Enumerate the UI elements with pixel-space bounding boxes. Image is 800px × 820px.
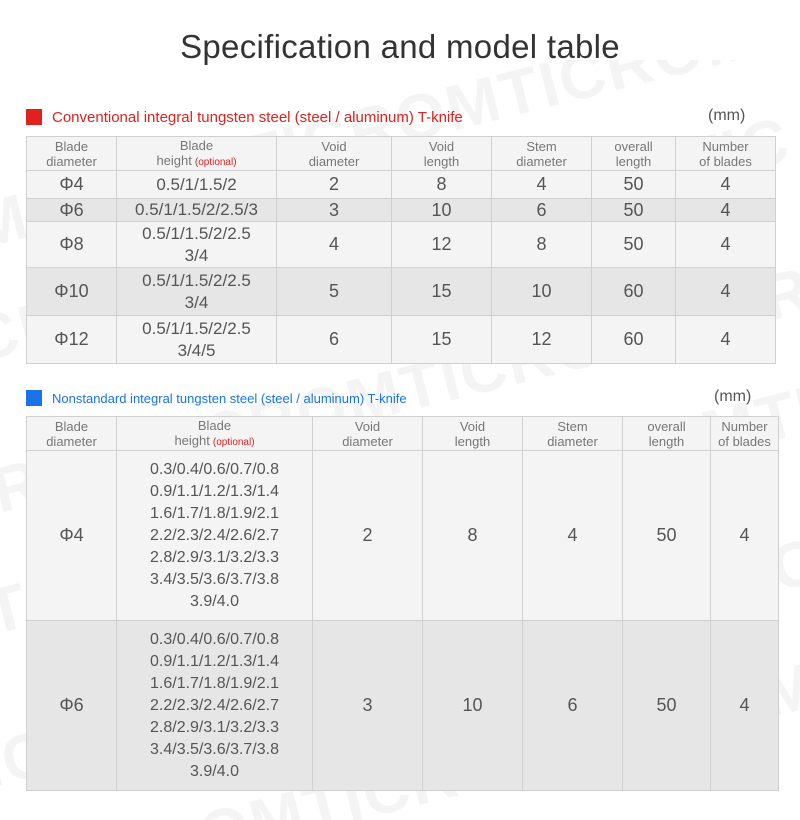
conventional-spec-table: [26, 136, 776, 364]
blade-height-value: 3/4: [184, 292, 209, 312]
void-length-cell: 12: [392, 222, 492, 268]
blade-height-cell: [117, 268, 277, 316]
header-void-length: Void length: [392, 137, 492, 171]
blades-cell: 4: [676, 171, 776, 199]
stem-diameter-cell: 8: [492, 222, 592, 268]
blade-height-value: 2.2/2.3/2.4/2.6/2.7: [150, 526, 279, 544]
void-diameter-cell: 3: [277, 199, 392, 222]
blue-square-icon: [26, 390, 42, 406]
void-length-cell: 15: [392, 268, 492, 316]
void-diameter-cell: 2: [313, 451, 423, 621]
blades-cell: 4: [676, 268, 776, 316]
void-length-cell: 8: [392, 171, 492, 199]
overall-length-cell: 50: [592, 222, 676, 268]
stem-diameter-cell: 10: [492, 268, 592, 316]
header-blade-height: Blade height (optional): [117, 137, 277, 171]
table-row: [27, 621, 779, 791]
header-stem-diameter: Stem diameter: [492, 137, 592, 171]
header-blade-diameter: Blade diameter: [27, 417, 117, 451]
blade-height-value: 0.5/1/1.5/2: [156, 174, 237, 194]
blade-height-cell: [117, 316, 277, 364]
blade-height-value: 0.3/0.4/0.6/0.7/0.8: [150, 630, 279, 648]
table-row: [27, 268, 776, 316]
blade-height-value: 3.9/4.0: [190, 762, 239, 780]
header-number-of-blades: Number of blades: [711, 417, 779, 451]
blade-height-value: 3.4/3.5/3.6/3.7/3.8: [150, 570, 279, 588]
blade-height-value: 0.5/1/1.5/2/2.5/3: [135, 200, 258, 219]
section-nonstandard-header: [26, 387, 407, 409]
header-number-of-blades: Number of blades: [676, 137, 776, 171]
blade-height-cell: [117, 621, 313, 791]
header-stem-diameter: Stem diameter: [523, 417, 623, 451]
blade-height-value: 2.2/2.3/2.4/2.6/2.7: [150, 696, 279, 714]
stem-diameter-cell: 6: [492, 199, 592, 222]
blades-cell: 4: [676, 222, 776, 268]
void-length-cell: 10: [392, 199, 492, 222]
blade-diameter-cell: Φ6: [27, 199, 117, 222]
table-row: [27, 316, 776, 364]
blade-height-value: 3.9/4.0: [190, 592, 239, 610]
stem-diameter-cell: 4: [492, 171, 592, 199]
blade-diameter-cell: Φ12: [27, 316, 117, 364]
header-void-diameter: Void diameter: [277, 137, 392, 171]
blade-height-value: 0.9/1.1/1.2/1.3/1.4: [150, 652, 279, 670]
void-diameter-cell: 3: [313, 621, 423, 791]
header-void-length: Void length: [423, 417, 523, 451]
blade-height-value: 2.8/2.9/3.1/3.2/3.3: [150, 548, 279, 566]
nonstandard-spec-table: [26, 416, 779, 791]
blades-cell: 4: [711, 621, 779, 791]
unit-label: (mm): [714, 388, 752, 405]
blade-height-cell: [117, 222, 277, 268]
blade-height-cell: [117, 171, 277, 199]
blade-diameter-cell: Φ6: [27, 621, 117, 791]
table-row: [27, 171, 776, 199]
blade-height-value: 3.4/3.5/3.6/3.7/3.8: [150, 740, 279, 758]
blade-height-cell: [117, 451, 313, 621]
overall-length-cell: 50: [592, 171, 676, 199]
blade-height-value: 3/4/5: [177, 340, 216, 360]
void-diameter-cell: 4: [277, 222, 392, 268]
table-row: [27, 222, 776, 268]
blades-cell: 4: [711, 451, 779, 621]
void-diameter-cell: 6: [277, 316, 392, 364]
header-overall-length: overall length: [592, 137, 676, 171]
overall-length-cell: 60: [592, 316, 676, 364]
stem-diameter-cell: 6: [523, 621, 623, 791]
blade-height-value: 1.6/1.7/1.8/1.9/2.1: [150, 504, 279, 522]
header-void-diameter: Void diameter: [313, 417, 423, 451]
blade-height-cell: [117, 199, 277, 222]
void-length-cell: 10: [423, 621, 523, 791]
section-conventional-header: [26, 106, 463, 128]
header-overall-length: overall length: [623, 417, 711, 451]
blade-diameter-cell: Φ4: [27, 451, 117, 621]
blades-cell: 4: [676, 199, 776, 222]
blade-height-value: 0.5/1/1.5/2/2.5: [142, 270, 251, 290]
table-row: [27, 199, 776, 222]
overall-length-cell: 50: [592, 199, 676, 222]
void-length-cell: 8: [423, 451, 523, 621]
blade-diameter-cell: Φ10: [27, 268, 117, 316]
blade-height-value: 2.8/2.9/3.1/3.2/3.3: [150, 718, 279, 736]
blade-height-value: 3/4: [184, 245, 209, 265]
stem-diameter-cell: 4: [523, 451, 623, 621]
blade-diameter-cell: Φ4: [27, 171, 117, 199]
overall-length-cell: 60: [592, 268, 676, 316]
blade-height-value: 0.5/1/1.5/2/2.5: [142, 223, 251, 243]
blade-height-value: 1.6/1.7/1.8/1.9/2.1: [150, 674, 279, 692]
blades-cell: 4: [676, 316, 776, 364]
blade-height-value: 0.9/1.1/1.2/1.3/1.4: [150, 482, 279, 500]
void-diameter-cell: 2: [277, 171, 392, 199]
stem-diameter-cell: 12: [492, 316, 592, 364]
blade-height-value: 0.5/1/1.5/2/2.5: [142, 318, 251, 338]
overall-length-cell: 50: [623, 451, 711, 621]
page-title: Specification and model table: [180, 28, 620, 65]
overall-length-cell: 50: [623, 621, 711, 791]
blade-height-value: 0.3/0.4/0.6/0.7/0.8: [150, 460, 279, 478]
section-nonstandard-title: Nonstandard integral tungsten steel (steel / aluminum) T-knife: [52, 390, 407, 406]
blade-diameter-cell: Φ8: [27, 222, 117, 268]
table-row: [27, 451, 779, 621]
unit-label: (mm): [708, 107, 746, 124]
section-conventional-title: Conventional integral tungsten steel (steel / aluminum) T-knife: [52, 108, 463, 126]
header-blade-height: Blade height (optional): [117, 417, 313, 451]
void-length-cell: 15: [392, 316, 492, 364]
void-diameter-cell: 5: [277, 268, 392, 316]
header-blade-diameter: Blade diameter: [27, 137, 117, 171]
red-square-icon: [26, 109, 42, 125]
